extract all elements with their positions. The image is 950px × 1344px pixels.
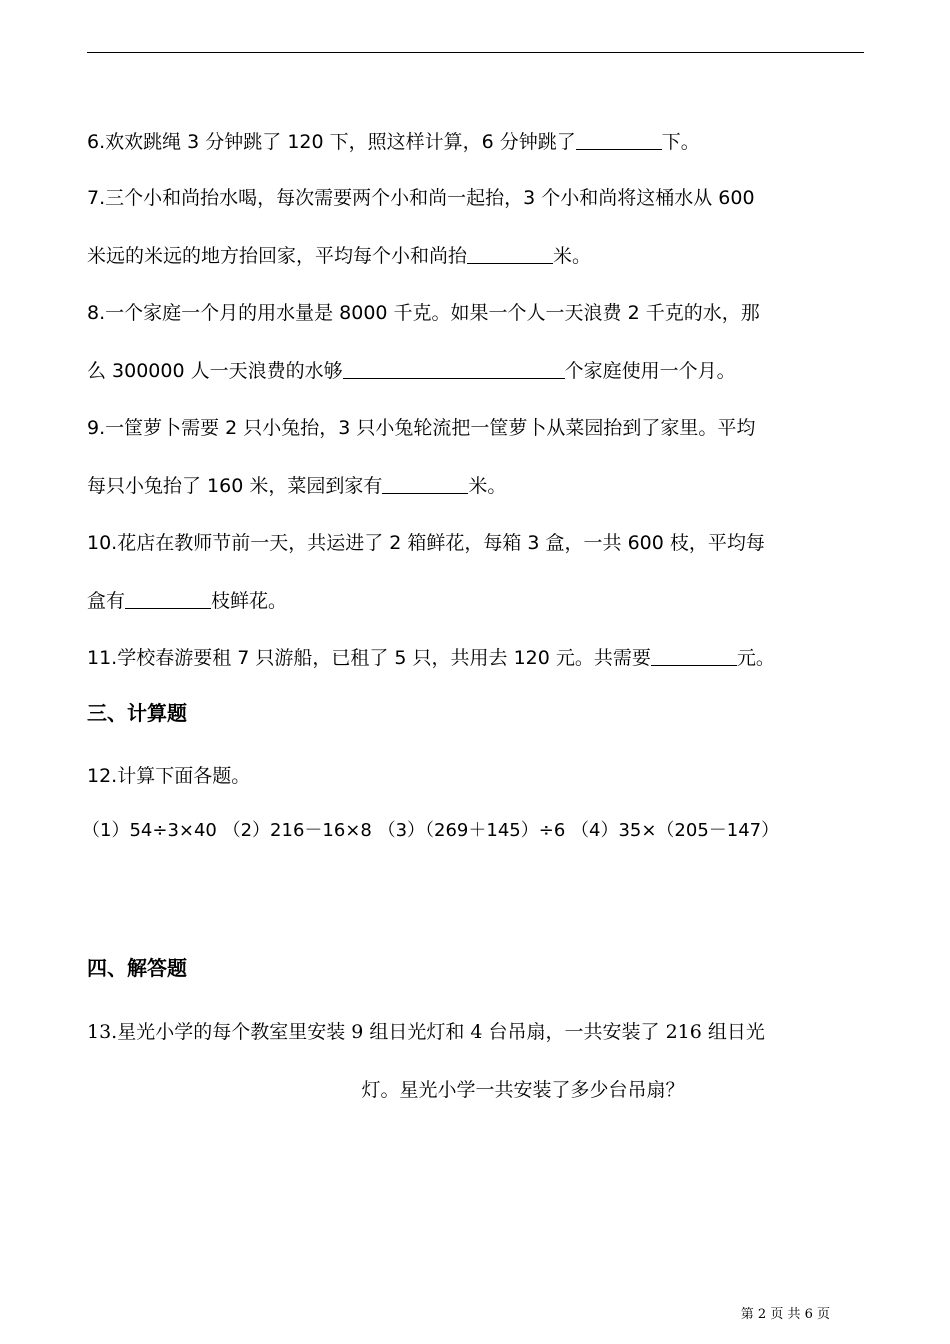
question-6-suffix: 下。 (661, 131, 700, 153)
section-3-title: 三、计算题 (87, 701, 187, 725)
question-13-line-1: 13.星光小学的每个教室里安装 9 组日光灯和 4 台吊扇，一共安装了 216 组日光 (87, 1021, 765, 1043)
question-6 (87, 129, 700, 155)
question-8-line-2 (87, 358, 736, 384)
question-10-answer-blank[interactable] (125, 588, 211, 609)
question-7-text: 米远的米远的地方抬回家，平均每个小和尚抬 (87, 245, 468, 267)
question-9-suffix: 米。 (468, 475, 507, 497)
page-number: 第 2 页 共 6 页 (740, 1307, 830, 1322)
question-12-items: （1）54÷3×40 （2）216－16×8 （3）（269＋145）÷6 （4）35×（205－147） (82, 820, 780, 841)
question-8-suffix: 个家庭使用一个月。 (564, 360, 736, 382)
header-rule (87, 52, 864, 53)
question-8-answer-blank[interactable] (343, 358, 565, 379)
question-13-line-2: 灯。星光小学一共安装了多少台吊扇？ (361, 1079, 685, 1101)
question-9-line-2 (87, 473, 506, 499)
question-12-prompt: 12.计算下面各题。 (87, 765, 251, 787)
question-6-text: 6.欢欢跳绳 3 分钟跳了 120 下，照这样计算，6 分钟跳了 (87, 131, 576, 153)
question-7-line-1: 7.三个小和尚抬水喝，每次需要两个小和尚一起抬，3 个小和尚将这桶水从 600 (87, 187, 755, 209)
question-11-answer-blank[interactable] (651, 645, 737, 666)
question-8-line-1: 8.一个家庭一个月的用水量是 8000 千克。如果一个人一天浪费 2 千克的水，那 (87, 302, 760, 324)
question-10-line-2 (87, 588, 287, 614)
question-10-line-1: 10.花店在教师节前一天，共运进了 2 箱鲜花，每箱 3 盒，一共 600 枝，平均每 (87, 532, 765, 554)
question-10-suffix: 枝鲜花。 (211, 590, 288, 612)
question-7-line-2 (87, 243, 591, 269)
section-4-title: 四、解答题 (87, 956, 187, 980)
question-9-answer-blank[interactable] (382, 473, 468, 494)
question-6-answer-blank[interactable] (576, 129, 662, 150)
question-11 (87, 645, 775, 671)
question-9-line-1: 9.一筐萝卜需要 2 只小兔抬，3 只小兔轮流把一筐萝卜从菜园抬到了家里。平均 (87, 417, 756, 439)
question-9-text: 每只小兔抬了 160 米，菜园到家有 (87, 475, 383, 497)
question-7-answer-blank[interactable] (467, 243, 553, 264)
question-7-suffix: 米。 (553, 245, 592, 267)
question-8-text: 么 300000 人一天浪费的水够 (87, 360, 343, 382)
question-11-text: 11.学校春游要租 7 只游船，已租了 5 只，共用去 120 元。共需要 (87, 647, 651, 669)
question-11-suffix: 元。 (736, 647, 775, 669)
question-10-text: 盒有 (87, 590, 126, 612)
